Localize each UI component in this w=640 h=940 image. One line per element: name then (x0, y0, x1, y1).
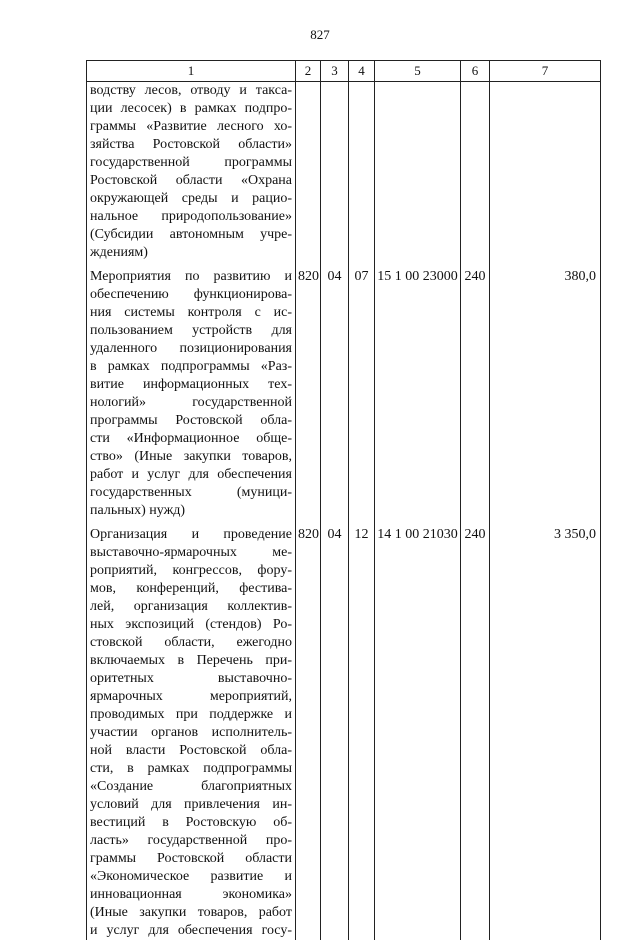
expense-name-line: нологий» государственной (90, 395, 292, 410)
ministry-code-cell: 820 (296, 268, 321, 526)
column-header: 1 (87, 61, 296, 82)
expense-name-line: обеспечению функционирова- (90, 287, 292, 302)
expense-name-line: включаемых в Перечень при- (90, 653, 292, 668)
expense-name-line: в рамках подпрограммы «Раз- (90, 359, 292, 374)
expense-name-cell (87, 268, 296, 526)
expense-name-line: (Субсидии автономным учре- (90, 227, 292, 242)
expense-name-line: ждениям) (90, 245, 148, 260)
table-row (87, 82, 601, 269)
ministry-code-cell (296, 82, 321, 269)
expense-name-line: государственных (муници- (90, 485, 292, 500)
target-article-cell: 14 1 00 21030 (375, 526, 461, 940)
expense-name-line: программы Ростовской обла- (90, 413, 292, 428)
expense-name-line: работ и услуг для обеспечения (90, 467, 292, 482)
expense-name-line: «Создание благоприятных (90, 779, 292, 794)
expense-name-line: водству лесов, отводу и такса- (90, 83, 292, 98)
table-row (87, 268, 601, 526)
expense-name-line: проводимых при поддержке и (90, 707, 292, 722)
expense-name-line: ции лесосек) в рамках подпро- (90, 101, 292, 116)
amount-cell: 380,0 (490, 268, 601, 526)
expense-name-cell (87, 82, 296, 269)
expense-name-line: стовской области, ежегодно (90, 635, 292, 650)
column-header: 4 (349, 61, 375, 82)
expense-name-line: граммы «Развитие лесного хо- (90, 119, 292, 134)
expense-name-line: инновационная экономика» (90, 887, 292, 902)
expense-name-line: участии органов исполнитель- (90, 725, 292, 740)
expense-name-line: государственной программы (90, 155, 292, 170)
expense-name-line: выставочно-ярмарочных ме- (90, 545, 292, 560)
subsection-code-cell (349, 82, 375, 269)
expense-name-cell (87, 526, 296, 940)
expense-name-line: нальное природопользование» (90, 209, 292, 224)
target-article-cell (375, 82, 461, 269)
expense-name-line: ных экспозиций (стендов) Ро- (90, 617, 292, 632)
expense-name-line: мов, конференций, фестива- (90, 581, 292, 596)
amount-cell: 3 350,0 (490, 526, 601, 940)
ministry-code-cell: 820 (296, 526, 321, 940)
expense-type-cell: 240 (461, 526, 490, 940)
expense-name-line: удаленного позиционирования (90, 341, 292, 356)
expense-name-line: ство» (Иные закупки товаров, (90, 449, 292, 464)
table-header-row (87, 61, 601, 82)
column-header: 3 (321, 61, 349, 82)
expense-name-line: «Экономическое развитие и (90, 869, 292, 884)
expense-name-line: зяйства Ростовской области» (90, 137, 292, 152)
expense-type-cell: 240 (461, 268, 490, 526)
expense-name-line: Организация и проведение (90, 527, 292, 542)
column-header: 6 (461, 61, 490, 82)
expense-name-line: ласть» государственной про- (90, 833, 292, 848)
section-code-cell (321, 82, 349, 269)
expense-name-line: ярмарочных мероприятий, (90, 689, 292, 704)
column-header: 5 (375, 61, 461, 82)
target-article-cell: 15 1 00 23000 (375, 268, 461, 526)
expense-name-line: пользованием устройств для (90, 323, 292, 338)
expense-name-line: и услуг для обеспечения госу- (90, 923, 292, 938)
expense-name-line: пальных) нужд) (90, 503, 186, 518)
expense-name-line: ной власти Ростовской обла- (90, 743, 292, 758)
page-number: 827 (310, 27, 330, 42)
expense-type-cell (461, 82, 490, 269)
expense-name-line: Мероприятия по развитию и (90, 269, 292, 284)
budget-table (86, 60, 601, 940)
expense-name-line: окружающей среды и рацио- (90, 191, 292, 206)
expense-name-line: условий для привлечения ин- (90, 797, 292, 812)
subsection-code-cell: 12 (349, 526, 375, 940)
table-row (87, 526, 601, 940)
expense-name-line: граммы Ростовской области (90, 851, 292, 866)
expense-name-line: сти, в рамках подпрограммы (90, 761, 292, 776)
column-header: 7 (490, 61, 601, 82)
subsection-code-cell: 07 (349, 268, 375, 526)
expense-name-line: роприятий, конгрессов, фору- (90, 563, 292, 578)
section-code-cell: 04 (321, 268, 349, 526)
amount-cell (490, 82, 601, 269)
expense-name-line: сти «Информационное обще- (90, 431, 292, 446)
column-header: 2 (296, 61, 321, 82)
expense-name-line: лей, организация коллектив- (90, 599, 292, 614)
section-code-cell: 04 (321, 526, 349, 940)
expense-name-line: (Иные закупки товаров, работ (90, 905, 292, 920)
expense-name-line: оритетных выставочно- (90, 671, 292, 686)
expense-name-line: ния системы контроля с ис- (90, 305, 292, 320)
expense-name-line: вестиций в Ростовскую об- (90, 815, 292, 830)
expense-name-line: витие информационных тех- (90, 377, 292, 392)
expense-name-line: Ростовской области «Охрана (90, 173, 292, 188)
